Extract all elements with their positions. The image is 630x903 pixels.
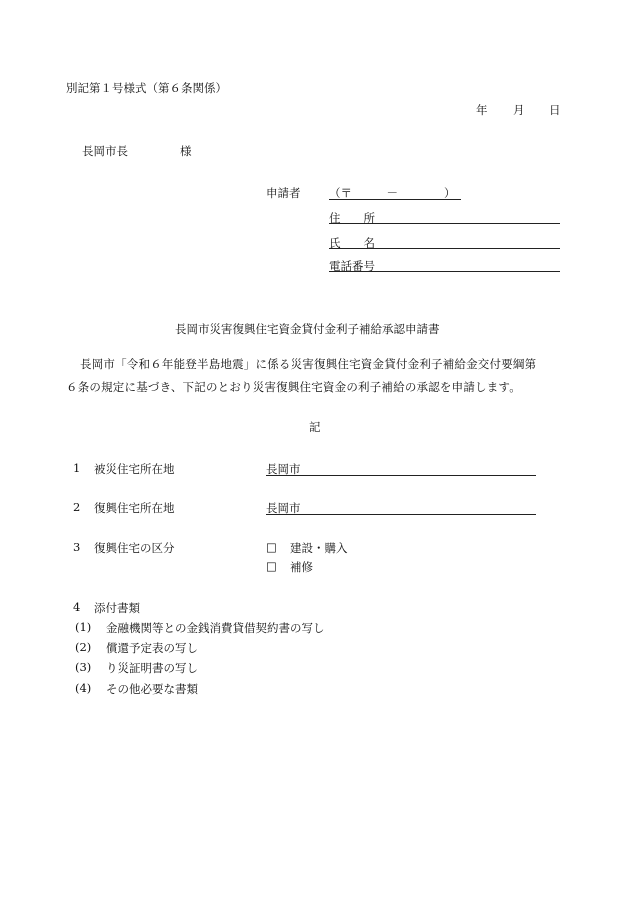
item2-number: 2 bbox=[73, 500, 81, 514]
attachment-text: り災証明書の写し bbox=[106, 661, 198, 675]
postal-underline bbox=[329, 199, 461, 200]
name-field[interactable] bbox=[329, 248, 560, 249]
form-label: 別記第１号様式（第６条関係） bbox=[66, 81, 227, 95]
addressee-name: 長岡市長 bbox=[82, 144, 128, 158]
addressee-honorific: 様 bbox=[180, 144, 192, 158]
date-month-label: 月 bbox=[513, 103, 525, 117]
item1-number: 1 bbox=[73, 461, 81, 475]
name-label: 氏 名 bbox=[329, 236, 375, 250]
phone-field[interactable] bbox=[329, 271, 560, 272]
address-field[interactable] bbox=[329, 223, 560, 224]
attachment-text: 償還予定表の写し bbox=[106, 641, 198, 655]
phone-label: 電話番号 bbox=[329, 259, 375, 273]
attachment-number: (4) bbox=[75, 681, 92, 695]
body-text-line1: 長岡市「令和６年能登半島地震」に係る災害復興住宅資金貸付金利子補給金交付要綱第 bbox=[80, 357, 537, 371]
checkbox-construction-label: 建設・購入 bbox=[290, 541, 348, 555]
attachment-number: (2) bbox=[75, 640, 92, 654]
rebuild-address-field[interactable] bbox=[266, 514, 536, 515]
checkbox-repair-label: 補修 bbox=[290, 560, 313, 574]
item4-number: 4 bbox=[73, 600, 81, 614]
applicant-label: 申請者 bbox=[266, 186, 301, 200]
item1-label: 被災住宅所在地 bbox=[94, 462, 175, 476]
damaged-address-field[interactable] bbox=[266, 475, 536, 476]
attachment-text: その他必要な書類 bbox=[106, 682, 198, 696]
item2-city: 長岡市 bbox=[266, 501, 301, 515]
item3-number: 3 bbox=[73, 540, 81, 554]
item4-label: 添付書類 bbox=[94, 601, 140, 615]
ki-heading: 記 bbox=[309, 420, 321, 434]
item1-city: 長岡市 bbox=[266, 462, 301, 476]
attachment-number: (3) bbox=[75, 660, 92, 674]
item3-label: 復興住宅の区分 bbox=[94, 541, 175, 555]
body-text-line2: ６条の規定に基づき、下記のとおり災害復興住宅資金の利子補給の承認を申請します。 bbox=[66, 380, 521, 394]
attachment-number: (1) bbox=[75, 620, 92, 634]
attachment-text: 金融機関等との金銭消費貸借契約書の写し bbox=[106, 621, 325, 635]
applicant-postal-field[interactable]: （〒 － ） bbox=[329, 186, 456, 200]
date-year-label: 年 bbox=[476, 103, 488, 117]
date-day-label: 日 bbox=[549, 103, 561, 117]
document-title: 長岡市災害復興住宅資金貸付金利子補給承認申請書 bbox=[175, 322, 440, 336]
address-label: 住 所 bbox=[329, 211, 375, 225]
checkbox-repair[interactable]: □ bbox=[266, 559, 277, 573]
item2-label: 復興住宅所在地 bbox=[94, 501, 175, 515]
checkbox-construction[interactable]: □ bbox=[266, 540, 277, 554]
